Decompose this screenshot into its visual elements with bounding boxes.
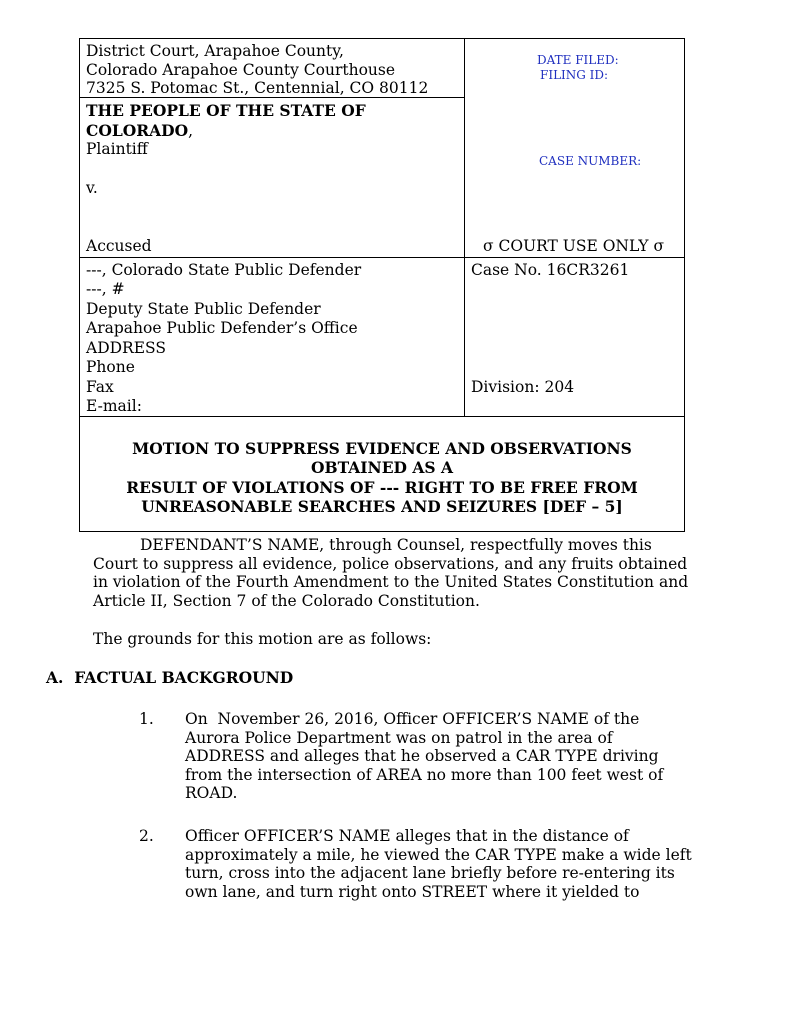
- counsel-line-8: E-mail:: [86, 397, 142, 415]
- list-item-text: On November 26, 2016, Officer OFFICER’S NAME of the Aurora Police Department was on patrol in the area of ADDRESS and alleges that he observed a CAR TYPE driving from the intersection of AREA no more than 100 feet west of ROAD.: [185, 710, 669, 802]
- counsel-line-3: Deputy State Public Defender: [86, 300, 321, 318]
- court-use-only: σ COURT USE ONLY σ: [483, 237, 665, 255]
- counsel-line-6: Phone: [86, 358, 135, 376]
- list-item-text: Officer OFFICER’S NAME alleges that in the distance of approximately a mile, he viewed the CAR TYPE make a wide left turn, cross into the adjacent lane briefly before re-entering its own lane, and turn right onto STREET where it yielded to: [185, 827, 692, 901]
- grounds-sentence: The grounds for this motion are as follows:: [93, 630, 432, 648]
- counsel-line-7: Fax: [86, 378, 114, 396]
- intro-paragraph: DEFENDANT’S NAME, through Counsel, respectfully moves this Court to suppress all evidence, police observations, and any fruits obtained in violation of the Fourth Amendment to the United States Constitution and Article II, Section 7 of the Colorado Constitution.: [93, 536, 689, 610]
- counsel-line-4: Arapahoe Public Defender’s Office: [86, 319, 358, 337]
- court-line-2: Colorado Arapahoe County Courthouse: [86, 61, 396, 79]
- plaintiff-name-line-2: [86, 121, 193, 142]
- plaintiff-state: COLORADO: [86, 121, 189, 140]
- list-item-number: 1.: [139, 710, 154, 728]
- list-item-number: 2.: [139, 827, 154, 845]
- court-line-3: 7325 S. Potomac St., Centennial, CO 80112: [86, 79, 429, 97]
- plaintiff-comma: ,: [188, 122, 194, 140]
- case-number-label: CASE NUMBER:: [539, 154, 642, 168]
- plaintiff-name-line-1: THE PEOPLE OF THE STATE OF: [86, 101, 366, 120]
- division: Division: 204: [471, 378, 575, 396]
- versus: v.: [86, 179, 98, 197]
- counsel-line-5: ADDRESS: [86, 339, 166, 357]
- accused-label: Accused: [86, 237, 152, 255]
- filing-id-label: FILING ID:: [540, 68, 609, 82]
- counsel-line-1: ---, Colorado State Public Defender: [86, 261, 362, 279]
- motion-title-line-1: MOTION TO SUPPRESS EVIDENCE AND OBSERVATIONS: [132, 439, 632, 458]
- counsel-line-2: ---, #: [86, 280, 125, 298]
- caption-divider-vertical: [464, 38, 465, 417]
- case-no: Case No. 16CR3261: [471, 261, 630, 279]
- caption-divider-counsel: [79, 416, 685, 417]
- caption-divider-parties: [79, 257, 685, 258]
- court-line-1: District Court, Arapahoe County,: [86, 42, 344, 60]
- motion-title-line-4: UNREASONABLE SEARCHES AND SEIZURES [DEF – 5]: [141, 497, 623, 516]
- plaintiff-role: Plaintiff: [86, 140, 148, 158]
- motion-title-line-2: OBTAINED AS A: [310, 458, 454, 477]
- section-heading: A. FACTUAL BACKGROUND: [46, 668, 294, 687]
- date-filed-label: DATE FILED:: [537, 53, 619, 67]
- motion-title-line-3: RESULT OF VIOLATIONS OF --- RIGHT TO BE FREE FROM: [126, 478, 638, 497]
